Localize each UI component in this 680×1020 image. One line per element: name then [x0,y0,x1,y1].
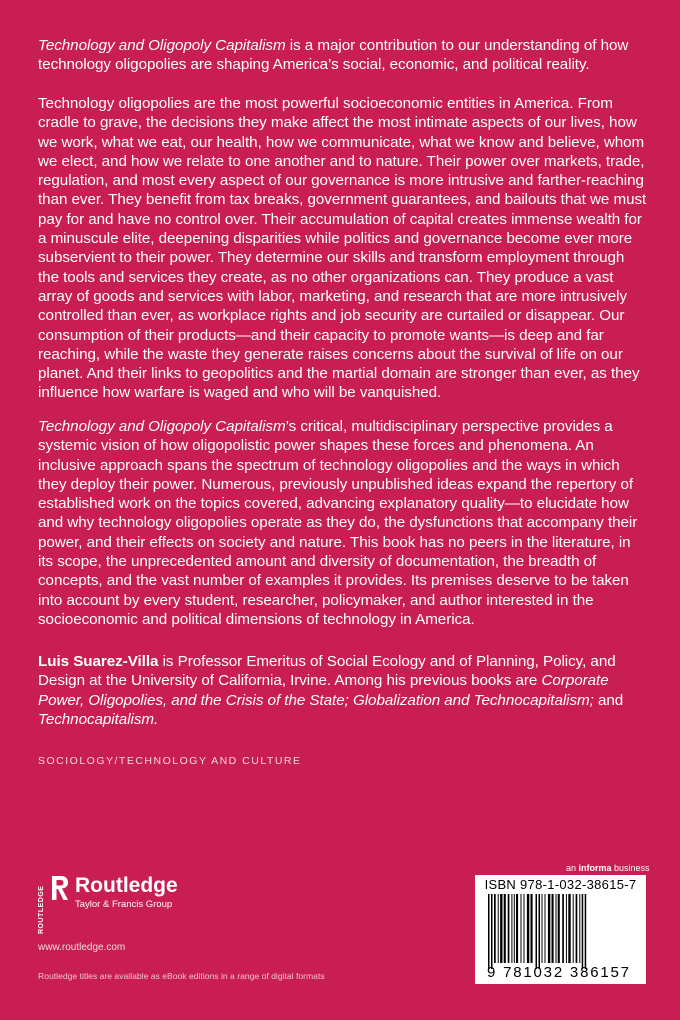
barcode-bar [516,894,518,963]
body-paragraph: Technology oligopolies are the most powerful socioeconomic entities in America. From cradle to grave, the decisions they make affect the most intimate aspects of our lives, how we work, what we eat, our health, how we communicate, what we know and believe, whom we elect, and how we relate to one another and to nature. Their power over markets, trade, regulation, and most every aspect of our governance is more intrusive and farther-reaching than ever. They benefit from tax breaks, government guarantees, and bailouts that we must pay for and have no control over. Their accumulation of capital creates immense wealth for a minuscule elite, deepening disparities while politics and governance become ever more subservient to their power. They determine our skills and transform employment through the tools and services they create, as no other organizations can. They produce a vast array of goods and services with labor, marketing, and research that are more intrusively controlled than ever, as workplace rights and job security are curtailed or disappear. Our consumption of their products—and their capacity to promote wants—is deep and far reaching, while the waste they generate raises concerns about the survival of life on our planet. And their links to geopolitics and the martial domain are stronger than ever, as they influence how warfare is waged and who will be vanquished. [38,95,647,402]
perspective-text: ’s critical, multidisciplinary perspective provides a systemic vision of how oligopolistic power shapes these forces and phenomena. An inclusive approach spans the spectrum of technology oligopolies and the ways in which they deploy their power. Numerous, previously unpublished ideas expand the repertory of established work on the topics covered, advancing explanatory quality—to elucidate how and why technology oligopolies operate as they do, the dysfunctions that accompany their power, and their effects on society and nature. This book has no peers in the literature, in its scope, the unprecedented amount and diversity of documentation, the breadth of concepts, and the vast number of examples it provides. Its premises deserve to be taken into account by every student, researcher, policymaker, and author interested in the socioeconomic and political dimensions of technology in America. [38,418,638,628]
description-intro [38,36,648,94]
informa-prefix: an [566,863,579,873]
informa-suffix: business [611,863,650,873]
author-bio [38,652,648,748]
barcode-bar [504,894,506,963]
barcode-bar [562,894,564,963]
barcode-bar [585,894,587,969]
informa-tagline [566,863,650,873]
barcode-bar [498,894,499,963]
barcode-bar [494,894,496,963]
intro-text: is a major contribution to our understanding of how technology oligopolies are shaping America’s social, economic, and political reality. [38,37,629,74]
book-title: Technology and Oligopoly Capitalism [38,37,286,54]
bio-text: is Professor Emeritus of Social Ecology and of Planning, Policy, and Design at the University of California, Irvine. Among his previous books are [38,653,616,690]
subject-category: SOCIOLOGY/TECHNOLOGY AND CULTURE [38,755,302,767]
barcode-bar [566,894,567,963]
previous-book-last: Technocapitalism. [38,710,159,728]
barcode-bar [576,894,578,963]
barcode-bar [558,894,560,963]
barcode-bar [539,894,541,969]
barcode-bar [508,894,510,963]
book-title: Technology and Oligopoly Capitalism [38,418,286,435]
barcode-bar [531,894,533,963]
author-name: Luis Suarez-Villa [38,653,159,670]
barcode-bar [527,894,529,963]
previous-books: Corporate Power, Oligopolies, and the Crisis of the State; Globalization and Technocapitalism; [38,672,609,709]
barcode-bar [568,894,570,963]
routledge-r-icon [49,874,71,902]
barcode [475,875,646,984]
barcode-bar [500,894,502,963]
informa-brand: informa [578,863,612,873]
barcode-bar [573,894,574,963]
barcode-bar [542,894,543,963]
publisher-name: Routledge [75,874,178,897]
barcode-bar [582,894,584,969]
publisher-website[interactable]: www.routledge.com [38,942,126,953]
barcode-bar [514,894,515,963]
barcode-bar [524,894,525,963]
publisher-subtitle: Taylor & Francis Group [75,899,173,910]
barcode-bar [579,894,580,963]
isbn-label: ISBN 978-1-032-38615-7 [484,877,637,892]
barcode-bar [521,894,522,963]
description-body [38,94,648,422]
barcode-bar [491,894,493,969]
ebook-note: Routledge titles are available as eBook editions in a range of digital formats [38,971,325,981]
publisher-side-text: ROUTLEDGE [38,885,45,934]
publisher-logo [38,874,178,934]
description-perspective [38,417,648,648]
barcode-bar [511,894,512,963]
barcode-bar [545,894,546,963]
barcode-bar [548,894,550,963]
barcode-bar [488,894,490,969]
barcode-bar [536,894,538,969]
barcode-number: 9 781032 386157 [487,964,631,981]
bio-connector: and [593,691,624,709]
barcode-bar [556,894,557,963]
barcode-bar [552,894,554,963]
